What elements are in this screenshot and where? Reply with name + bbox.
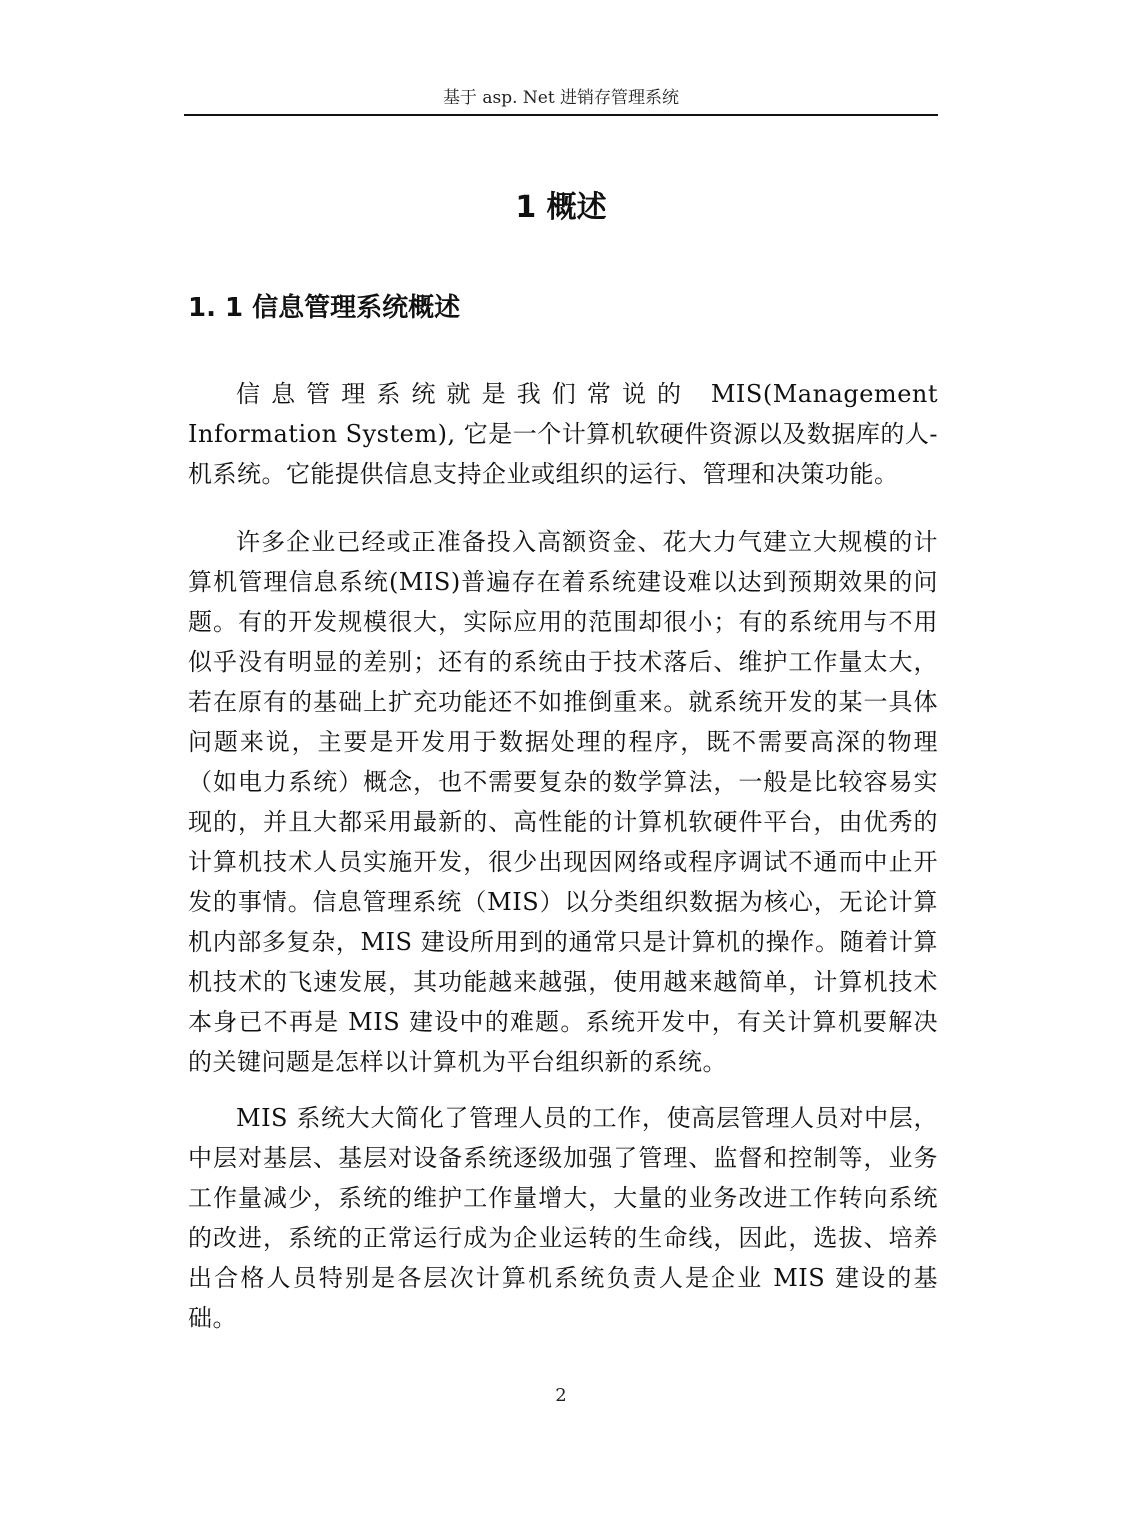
chapter-title: 1 概述	[515, 190, 607, 225]
section-title: 1. 1 信息管理系统概述	[188, 293, 461, 323]
page-number: 2	[555, 1385, 567, 1406]
paragraph-mis-definition: 信息管理系统就是我们常说的 MIS(Management Information System), 它是一个计算机软硬件资源以及数据库的人-机系统。它能提供信息支持企业或组织的运行、管理和决策功能。	[188, 380, 938, 488]
paragraph-mis-challenges: 许多企业已经或正准备投入高额资金、花大力气建立大规模的计算机管理信息系统(MIS)普遍存在着系统建设难以达到预期效果的问题。有的开发规模很大，实际应用的范围却很小；有的系统用与不用似乎没有明显的差别；还有的系统由于技术落后、维护工作量太大，若在原有的基础上扩充功能还不如推倒重来。就系统开发的某一具体问题来说，主要是开发用于数据处理的程序，既不需要高深的物理（如电力系统）概念，也不需要复杂的数学算法，一般是比较容易实现的，并且大都采用最新的、高性能的计算机软硬件平台，由优秀的计算机技术人员实施开发，很少出现因网络或程序调试不通而中止开发的事情。信息管理系统（MIS）以分类组织数据为核心，无论计算机内部多复杂，MIS 建设所用到的通常只是计算机的操作。随着计算机技术的飞速发展，其功能越来越强，使用越来越简单，计算机技术本身已不再是 MIS 建设中的难题。系统开发中，有关计算机要解决的关键问题是怎样以计算机为平台组织新的系统。	[188, 528, 938, 1076]
header-rule	[184, 114, 938, 116]
paragraph-mis-benefits: MIS 系统大大简化了管理人员的工作，使高层管理人员对中层，中层对基层、基层对设备系统逐级加强了管理、监督和控制等，业务工作量减少，系统的维护工作量增大，大量的业务改进工作转向系统的改进，系统的正常运行成为企业运转的生命线，因此，选拔、培养出合格人员特别是各层次计算机系统负责人是企业 MIS 建设的基础。	[188, 1104, 938, 1332]
running-header: 基于 asp. Net 进销存管理系统	[442, 88, 680, 108]
